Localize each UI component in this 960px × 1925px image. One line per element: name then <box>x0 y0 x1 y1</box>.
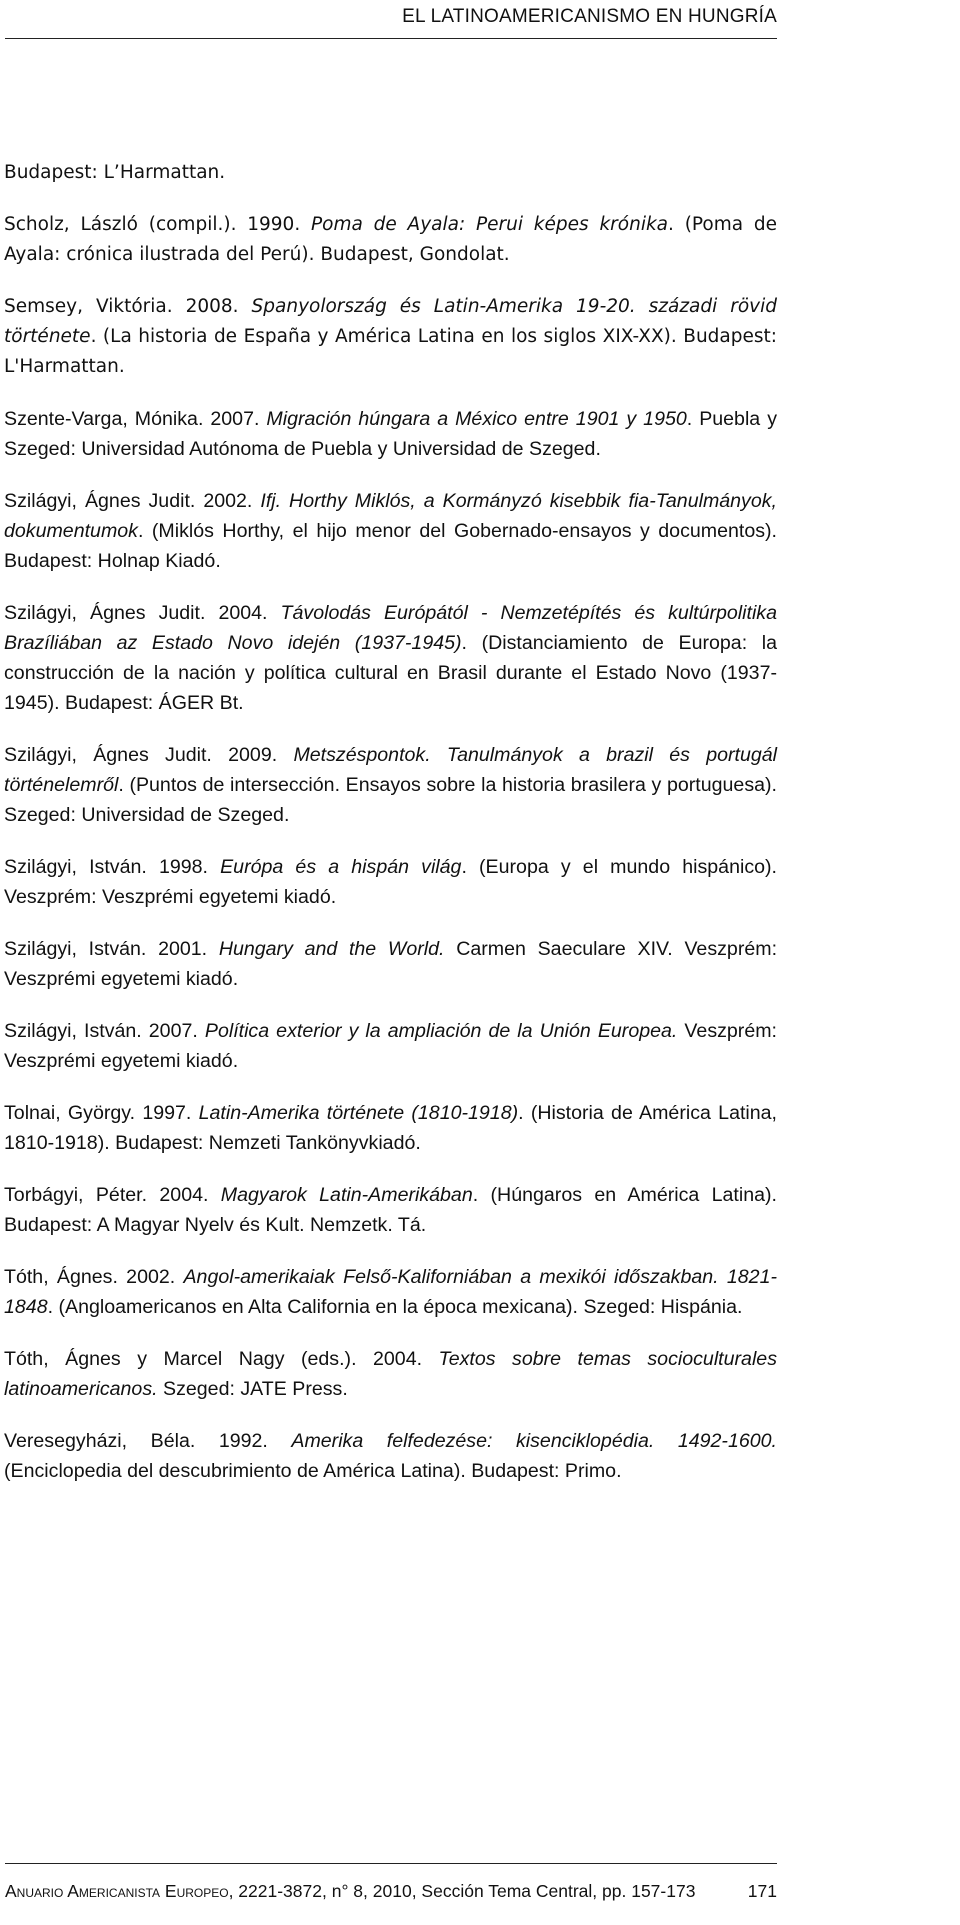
reference-title: Távolodás Európától - Nemzetépítés és kultúrpolitika Brazíliában az Estado Novo idején (1937-1945) <box>4 602 777 654</box>
reference-text: Budapest: L’Harmattan. <box>4 162 226 183</box>
reference-entry <box>4 210 777 270</box>
reference-entry <box>4 1180 777 1240</box>
page-number: 171 <box>747 1881 777 1901</box>
reference-text: Szilágyi, István. 2001. <box>4 938 219 960</box>
footer-citation: , 2221-3872, n° 8, 2010, Sección Tema Central, pp. 157-173 <box>228 1881 696 1901</box>
reference-text: . (Poma de Ayala: crónica ilustrada del Perú). Budapest, Gondolat. <box>4 214 777 265</box>
reference-text: . Puebla y Szeged: Universidad Autónoma de Puebla y Universidad de Szeged. <box>4 408 777 460</box>
reference-text: Szilágyi, István. 1998. <box>4 856 221 878</box>
reference-text: Tóth, Ágnes y Marcel Nagy (eds.). 2004. <box>4 1348 439 1370</box>
reference-text: Veresegyházi, Béla. 1992. <box>4 1430 292 1452</box>
reference-text: Tolnai, György. 1997. <box>4 1102 199 1124</box>
reference-title: Hungary and the World. <box>218 938 445 960</box>
reference-list <box>4 158 777 1508</box>
reference-entry <box>4 158 777 188</box>
reference-text: . (Miklós Horthy, el hijo menor del Gobernado-ensayos y documentos). Budapest: Holnap Kiadó. <box>4 520 777 572</box>
reference-entry <box>4 740 777 830</box>
reference-text: (Enciclopedia del descubrimiento de América Latina). Budapest: Primo. <box>4 1460 622 1482</box>
reference-title: Textos sobre temas socioculturales latinoamericanos. <box>4 1348 777 1400</box>
page-footer <box>5 1881 777 1902</box>
reference-entry <box>4 1426 777 1486</box>
reference-text: . (Húngaros en América Latina). Budapest: A Magyar Nyelv és Kult. Nemzetk. Tá. <box>4 1184 777 1236</box>
reference-text: . (Europa y el mundo hispánico). Veszprém: Veszprémi egyetemi kiadó. <box>4 856 777 908</box>
reference-text: Szilágyi, István. 2007. <box>4 1020 205 1042</box>
reference-text: . (Historia de América Latina, 1810-1918). Budapest: Nemzeti Tankönyvkiadó. <box>4 1102 778 1154</box>
reference-entry <box>4 934 777 994</box>
footer-rule <box>5 1863 777 1864</box>
reference-entry <box>4 404 777 464</box>
reference-entry <box>4 1262 777 1322</box>
reference-title: Política exterior y la ampliación de la Unión Europea. <box>204 1020 678 1042</box>
reference-title: Magyarok Latin-Amerikában <box>220 1184 473 1206</box>
journal-name: Anuario Americanista Europeo <box>5 1881 229 1901</box>
reference-text: Szilágyi, Ágnes Judit. 2002. <box>4 490 261 512</box>
reference-text: Torbágyi, Péter. 2004. <box>4 1184 221 1206</box>
reference-title: Latin-Amerika története (1810-1918) <box>198 1102 519 1124</box>
reference-entry <box>4 1344 777 1404</box>
reference-text: . (Puntos de intersección. Ensayos sobre la historia brasilera y portuguesa). Szeged: Universidad de Szeged. <box>4 774 777 826</box>
reference-text: Szeged: JATE Press. <box>157 1378 348 1400</box>
reference-text: Szilágyi, Ágnes Judit. 2004. <box>4 602 281 624</box>
reference-text: Szente-Varga, Mónika. 2007. <box>4 408 267 430</box>
reference-entry <box>4 598 777 718</box>
reference-title: Spanyolország és Latin-Amerika 19-20. századi rövid története <box>4 296 777 347</box>
reference-text: . (Distanciamiento de Europa: la construcción de la nación y política cultural en Brasil durante el Estado Novo (1937-1945). Budapest: ÁGER Bt. <box>4 632 778 714</box>
reference-title: Migración húngara a México entre 1901 y 1950 <box>266 408 687 430</box>
reference-title: Európa és a hispán világ <box>220 856 462 878</box>
reference-title: Amerika felfedezése: kisenciklopédia. 1492-1600. <box>291 1430 777 1452</box>
reference-text: Tóth, Ágnes. 2002. <box>4 1266 184 1288</box>
reference-entry <box>4 1016 777 1076</box>
reference-entry <box>4 852 777 912</box>
reference-entry <box>4 292 777 382</box>
reference-entry <box>4 1098 777 1158</box>
running-title: EL LATINOAMERICANISMO EN HUNGRÍA <box>402 6 777 27</box>
reference-title: Ifj. Horthy Miklós, a Kormányzó kisebbik fia-Tanulmányok, dokumentumok <box>4 490 777 542</box>
reference-text: Veszprém: Veszprémi egyetemi kiadó. <box>4 1020 777 1072</box>
reference-entry <box>4 486 777 576</box>
reference-text: Semsey, Viktória. 2008. <box>4 296 252 317</box>
reference-title: Metszéspontok. Tanulmányok a brazil és portugál történelemről <box>4 744 778 796</box>
header-rule <box>5 38 777 39</box>
reference-text: Szilágyi, Ágnes Judit. 2009. <box>4 744 294 766</box>
reference-text: . (La historia de España y América Latina en los siglos XIX-XX). Budapest: L'Harmattan. <box>4 326 777 377</box>
reference-text: . (Angloamericanos en Alta California en la época mexicana). Szeged: Hispánia. <box>47 1296 743 1318</box>
reference-text: Carmen Saeculare XIV. Veszprém: Veszprémi egyetemi kiadó. <box>4 938 778 990</box>
reference-title: Angol-amerikaiak Felső-Kaliforniában a mexikói időszakban. 1821-1848 <box>4 1266 777 1318</box>
reference-title: Poma de Ayala: Perui képes krónika <box>311 214 669 235</box>
reference-text: Scholz, László (compil.). 1990. <box>4 214 312 235</box>
